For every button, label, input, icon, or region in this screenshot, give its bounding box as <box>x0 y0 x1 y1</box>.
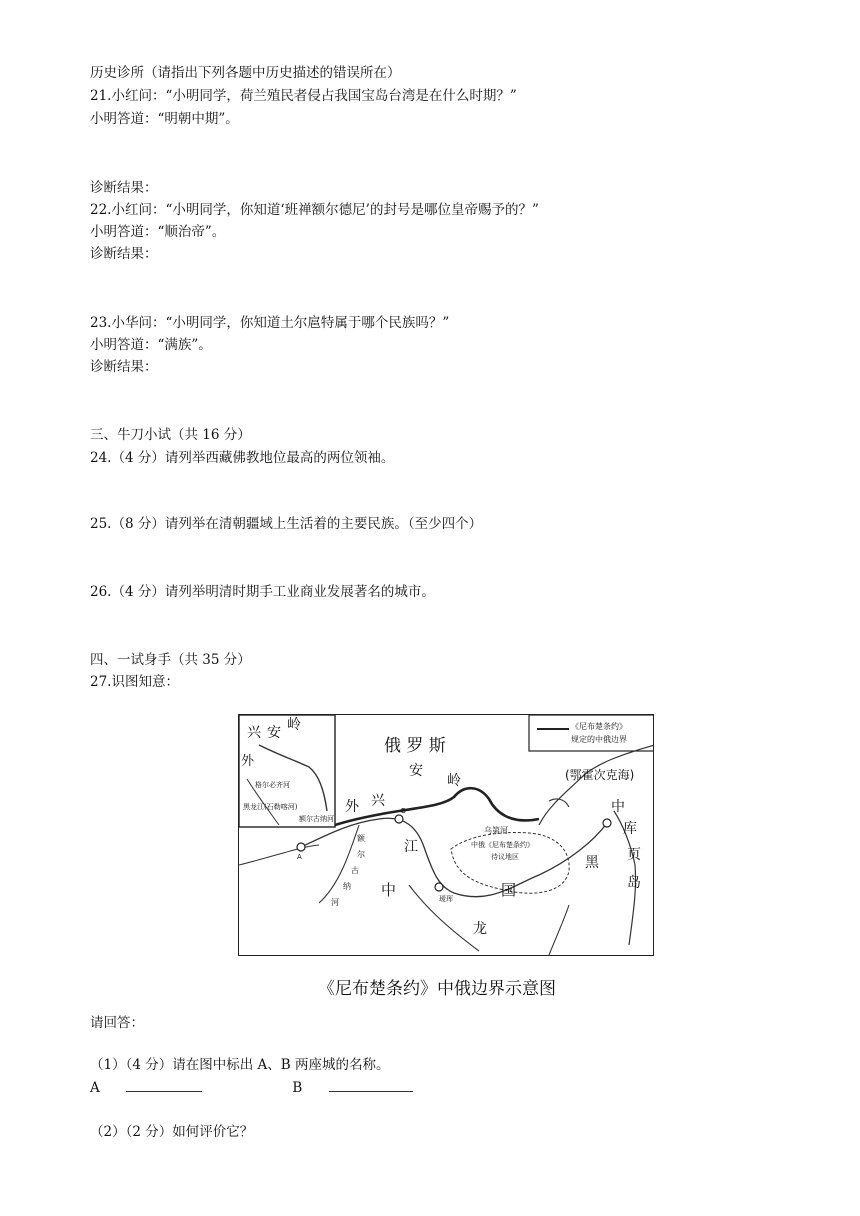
inset-label-xing: 兴 <box>247 725 261 741</box>
label-zhong-2: 中 <box>611 799 625 815</box>
label-city-a: A <box>297 853 302 861</box>
label-er: 尔 <box>357 850 365 859</box>
answer-row-ab <box>90 1079 413 1097</box>
sub-question-2: （2）（2 分）如何评价它？ <box>90 1124 254 1140</box>
inset-label-ling: 岭 <box>287 717 301 733</box>
inset-label-an: 安 <box>267 725 281 741</box>
question-25: 25.（8 分）请列举在清朝疆域上生活着的主要民族。（至少四个） <box>90 516 483 532</box>
label-hei: 黑 <box>585 855 599 871</box>
question-23: 23.小华问：“小明同学，你知道土尔扈特属于哪个民族吗？” <box>90 315 450 331</box>
yaksa-marker <box>435 883 443 891</box>
city-b-marker <box>395 815 403 823</box>
label-city-b: B <box>401 807 406 815</box>
label-zhong: 中 <box>381 881 397 899</box>
inset-label-wai: 外 <box>241 754 255 769</box>
label-e: 额 <box>357 834 365 843</box>
blank-b[interactable] <box>329 1079 413 1092</box>
section-four-heading: 四、一试身手（共 35 分） <box>90 652 251 668</box>
question-24: 24.（4 分）请列举西藏佛教地位最高的两位领袖。 <box>90 450 395 466</box>
blank-a[interactable] <box>126 1079 202 1092</box>
ergun-river <box>319 825 359 903</box>
label-ye: 页 <box>627 847 641 863</box>
legend-line-2: 规定的中俄边界 <box>571 735 627 744</box>
label-xing: 兴 <box>371 793 385 809</box>
wusuli-river <box>549 905 569 955</box>
label-wudihe: 乌第河 <box>484 826 508 835</box>
label-yaksa: 瑷珲 <box>439 895 453 903</box>
label-disputed-1: 中俄《尼布楚条约》 <box>471 841 534 849</box>
result-22: 诊断结果： <box>90 246 158 262</box>
result-21: 诊断结果： <box>90 180 158 196</box>
inset-river <box>259 745 327 811</box>
label-he: 河 <box>331 898 339 907</box>
map-drawing <box>239 715 654 956</box>
inset-label-ergun: 额尔古纳河 <box>299 815 334 823</box>
label-an: 安 <box>409 763 423 779</box>
label-russia: 俄 罗 斯 <box>384 736 446 756</box>
label-guo: 国 <box>501 881 517 899</box>
label-a: A <box>90 1080 100 1096</box>
question-26: 26.（4 分）请列举明清时期手工业商业发展著名的城市。 <box>90 584 435 600</box>
legend-frame <box>529 715 654 751</box>
river-mouth-marker <box>603 819 611 827</box>
label-jiang: 江 <box>404 839 418 855</box>
section-three-heading: 三、牛刀小试（共 16 分） <box>90 427 251 443</box>
question-27: 27.识图知意： <box>90 674 179 690</box>
result-23: 诊断结果： <box>90 359 158 375</box>
history-clinic-heading: 历史诊所（请指出下列各题中历史描述的错误所在） <box>90 65 401 81</box>
inset-label-heilong: 黑龙江(石勒喀河) <box>243 803 298 811</box>
label-na: 纳 <box>343 882 351 891</box>
label-okhotsk: (鄂霍次克海) <box>565 768 635 782</box>
nerchinsk-treaty-map <box>238 714 654 956</box>
label-wai: 外 <box>345 799 359 815</box>
inset-label-geerbiqi: 格尔必齐河 <box>255 781 290 789</box>
treaty-border <box>335 788 539 825</box>
legend-line-1: 《尼布楚条约》 <box>571 722 627 731</box>
label-ku: 库 <box>623 821 637 837</box>
label-gu: 古 <box>351 866 359 875</box>
question-21: 21.小红问：“小明同学，荷兰殖民者侵占我国宝岛台湾是在什么时期？” <box>90 88 517 104</box>
sub-question-1: （1）（4 分）请在图中标出 A、B 两座城的名称。 <box>90 1057 390 1073</box>
question-22: 22.小红问：“小明同学，你知道‘班禅额尔德尼’的封号是哪位皇帝赐予的？” <box>90 202 539 218</box>
label-long: 龙 <box>473 921 487 937</box>
answer-21: 小明答道：“明朝中期”。 <box>90 111 239 127</box>
label-b: B <box>292 1080 303 1096</box>
please-answer: 请回答： <box>90 1015 144 1031</box>
west-river <box>239 845 319 865</box>
label-ling: 岭 <box>447 773 461 789</box>
answer-22: 小明答道：“顺治帝”。 <box>90 224 226 240</box>
map-caption: 《尼布楚条约》中俄边界示意图 <box>318 979 556 999</box>
label-dao: 岛 <box>627 875 641 891</box>
label-disputed-2: 待议地区 <box>491 853 519 861</box>
city-a-marker <box>297 843 305 851</box>
coastline <box>539 745 654 825</box>
answer-23: 小明答道：“满族”。 <box>90 337 212 353</box>
